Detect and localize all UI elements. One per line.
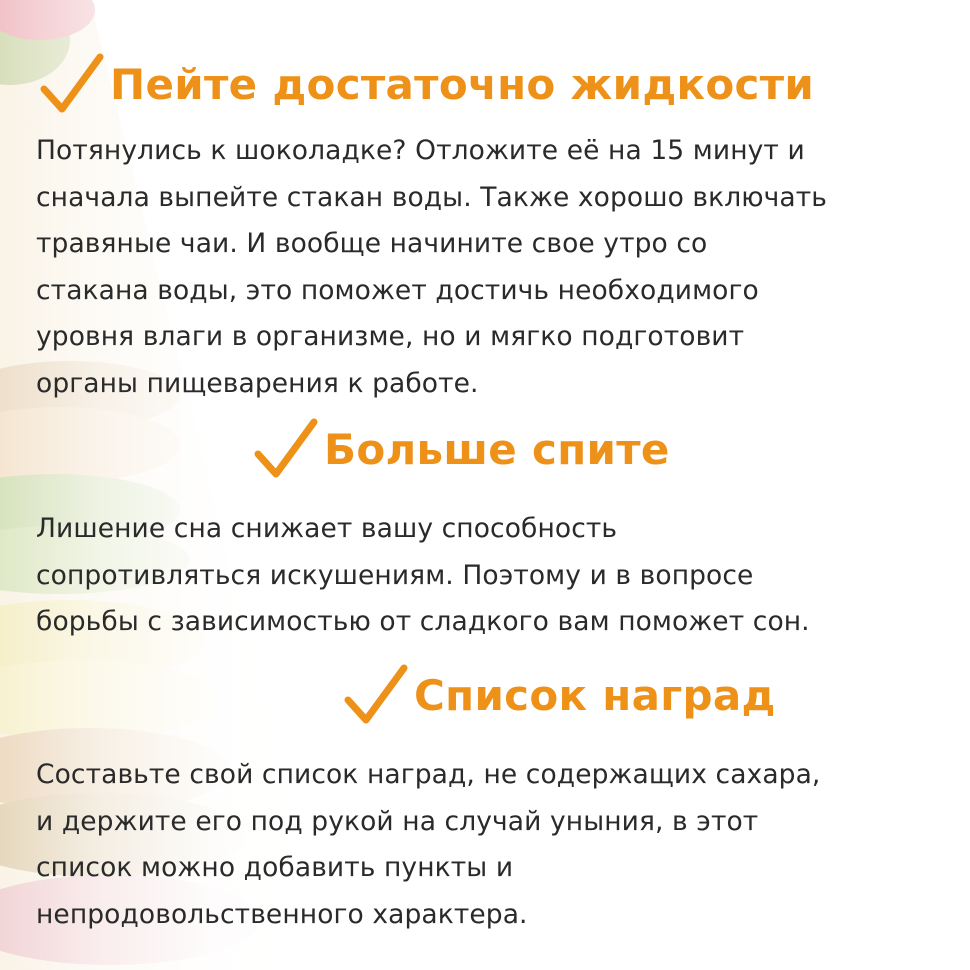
heading-text: Список наград [414,670,776,720]
paragraph-line: травяные чаи. И вообще начините свое утро со [36,228,708,259]
paragraph-line: стакана воды, это поможет достичь необходимого [36,274,759,306]
paragraph-line: непродовольственного характера. [36,898,528,930]
section-heading-fluids [38,53,814,115]
paragraph-line: сопротивляться искушениям. Поэтому и в вопросе [36,559,754,591]
paragraph-line: Составьте свой список наград, не содержащих сахара, [36,759,821,790]
checkmark-icon [342,664,408,726]
paragraph-rewards [36,752,951,938]
heading-text: Больше спите [324,424,670,474]
paragraph-fluids [36,128,951,407]
paragraph-sleep [36,506,951,646]
paragraph-line: сначала выпейте стакан воды. Также хорошо включать [36,181,828,213]
checkmark-icon [252,418,318,480]
checkmark-icon [38,53,104,115]
paragraph-line: список можно добавить пункты и [36,852,514,883]
section-heading-sleep [252,418,670,480]
paragraph-line: уровня влаги в организме, но и мягко подготовит [36,321,745,352]
paragraph-line: органы пищеварения к работе. [36,367,479,399]
heading-text: Пейте достаточно жидкости [110,59,815,109]
paragraph-line: Потянулись к шоколадке? Отложите её на 15 минут и [36,135,805,166]
paragraph-line: и держите его под рукой на случай уныния, в этот [36,805,759,837]
paragraph-line: Лишение сна снижает вашу способность [36,513,618,544]
section-heading-rewards [342,664,776,726]
paragraph-line: борьбы с зависимостью от сладкого вам поможет сон. [36,606,810,637]
